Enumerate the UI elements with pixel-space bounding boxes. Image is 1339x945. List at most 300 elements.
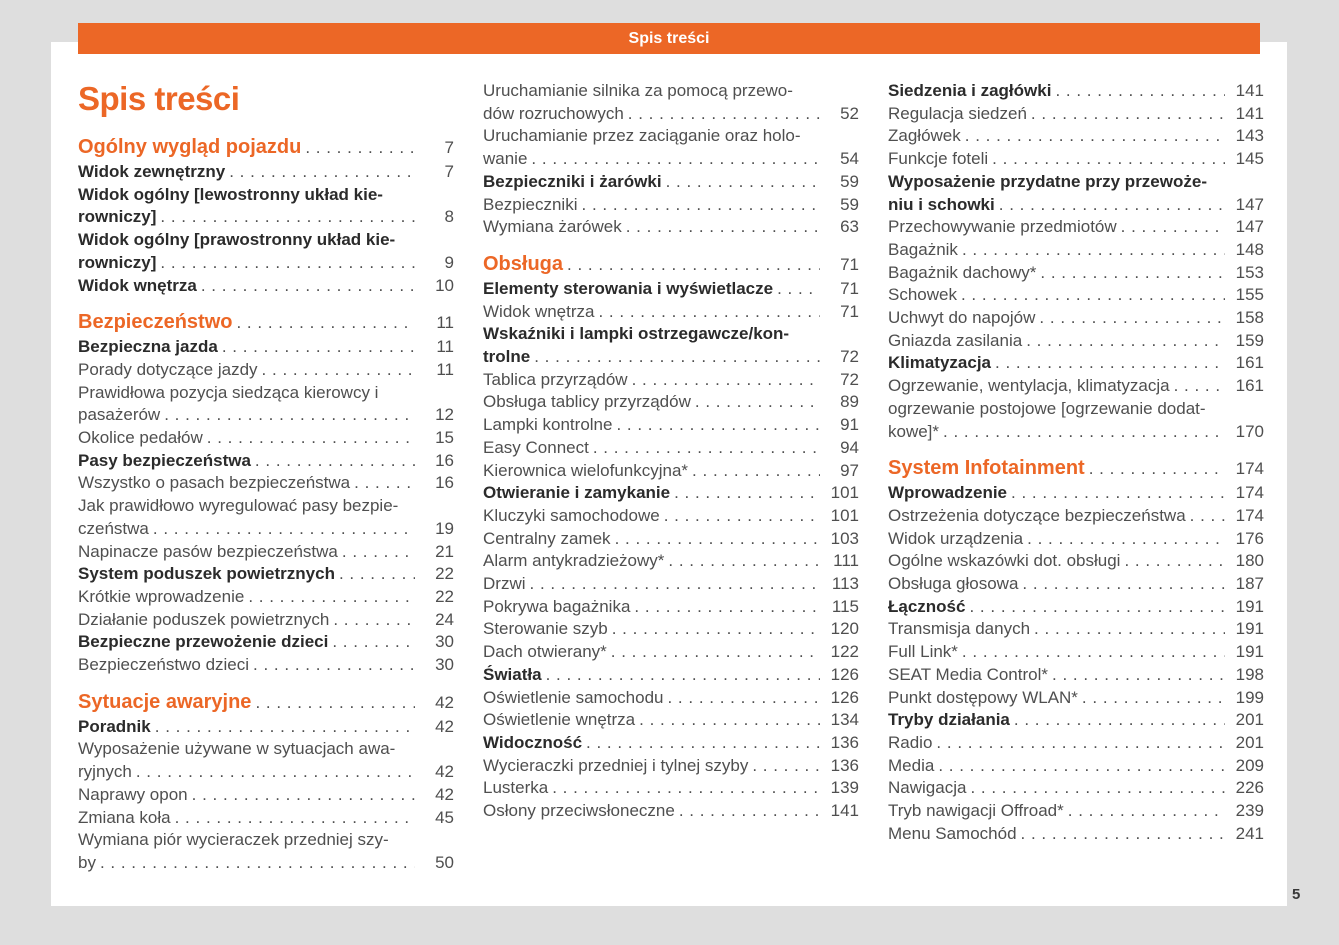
toc-entry-label: SEAT Media Control* — [888, 664, 1048, 684]
toc-entry-page-number: 30 — [435, 632, 454, 652]
toc-entry-label: Sterowanie szyb — [483, 619, 608, 639]
dot-leader — [936, 732, 1225, 755]
toc-entry-label: Bagażnik — [888, 239, 958, 259]
toc-entry-row — [483, 460, 859, 483]
dot-leader — [531, 148, 820, 171]
toc-entry — [888, 216, 1264, 239]
toc-entry — [78, 450, 454, 473]
toc-entry-page-number: 42 — [435, 716, 454, 736]
toc-entry-label: Bezpieczniki i żarówki — [483, 171, 662, 191]
toc-entry-label: Ogólne wskazówki dot. obsługi — [888, 551, 1121, 571]
toc-entry-label: Media — [888, 755, 935, 775]
toc-entry-label: Zmiana koła — [78, 807, 171, 827]
toc-entry-page-number: 42 — [435, 784, 454, 804]
toc-entry-row — [78, 654, 454, 677]
toc-entry — [888, 550, 1264, 573]
dot-leader — [634, 596, 820, 619]
dot-leader — [965, 125, 1225, 148]
toc-entry-page-number: 201 — [1235, 710, 1264, 730]
toc-entry — [888, 823, 1264, 846]
toc-entry-page-number: 7 — [444, 138, 454, 157]
toc-column-3 — [888, 80, 1264, 875]
toc-entry-label: Lampki kontrolne — [483, 415, 613, 435]
dot-leader — [1124, 550, 1225, 573]
toc-entry-page-number: 187 — [1235, 574, 1264, 594]
toc-entry — [78, 359, 454, 382]
dot-leader — [552, 777, 820, 800]
toc-entry — [483, 437, 859, 460]
dot-leader — [1174, 375, 1225, 398]
toc-entry — [78, 689, 454, 716]
toc-entry-page-number: 30 — [435, 655, 454, 675]
dot-leader — [305, 135, 415, 161]
toc-entries-column-3 — [888, 80, 1264, 846]
toc-entry — [483, 664, 859, 687]
toc-entry-label: Ogólny wygląd pojazdu — [78, 136, 302, 158]
toc-entry-row — [483, 103, 859, 126]
toc-entry-row — [888, 641, 1264, 664]
toc-entry — [78, 586, 454, 609]
toc-entry-page-number: 72 — [840, 347, 859, 367]
toc-entry-row — [888, 528, 1264, 551]
toc-entry-row — [78, 807, 454, 830]
toc-entry-page-number: 139 — [830, 778, 859, 798]
dot-leader — [598, 301, 820, 324]
dot-leader — [332, 631, 415, 654]
toc-entry-row — [888, 573, 1264, 596]
toc-entry-row — [78, 716, 454, 739]
toc-entry-page-number: 54 — [840, 149, 859, 169]
toc-entry-page-number: 103 — [830, 528, 859, 548]
toc-entry-row — [483, 800, 859, 823]
toc-entry-page-number: 11 — [436, 337, 454, 357]
toc-entry-label: Poradnik — [78, 716, 151, 736]
toc-entry — [483, 550, 859, 573]
toc-entry-label: Transmisja danych — [888, 619, 1031, 639]
toc-entry-page-number: 153 — [1235, 262, 1264, 282]
toc-entry-label: Osłony przeciwsłoneczne — [483, 801, 675, 821]
toc-entry-page-number: 15 — [435, 428, 454, 448]
dot-leader — [546, 664, 820, 687]
toc-entry — [888, 800, 1264, 823]
toc-entry-row — [483, 641, 859, 664]
toc-entry-label: Kierownica wielofunkcyjna* — [483, 460, 689, 480]
dot-leader — [236, 310, 415, 336]
toc-entry-row — [78, 518, 454, 541]
toc-entry-page-number: 10 — [435, 275, 454, 295]
toc-entry-page-number: 141 — [1235, 81, 1264, 100]
toc-entry-label: Widok zewnętrzny — [78, 162, 226, 181]
toc-entry — [483, 125, 859, 170]
toc-entry-page-number: 201 — [1235, 732, 1264, 752]
toc-entry — [78, 134, 454, 161]
toc-entry-page-number: 89 — [840, 392, 859, 412]
toc-entry — [78, 541, 454, 564]
toc-entry-page-number: 113 — [831, 574, 859, 594]
toc-entry-row — [78, 275, 454, 298]
toc-entry-page-number: 97 — [840, 460, 859, 480]
toc-entry — [483, 171, 859, 194]
toc-entry — [78, 654, 454, 677]
toc-entry-row — [483, 505, 859, 528]
toc-entry — [888, 755, 1264, 778]
dot-leader — [1121, 216, 1225, 239]
toc-entry-line: Wskaźniki i lampki ostrzegawcze/kon- — [483, 324, 790, 344]
toc-entry-page-number: 126 — [830, 664, 859, 684]
toc-entry-line: Wymiana piór wycieraczek przedniej szy- — [78, 830, 389, 850]
dot-leader — [1055, 80, 1225, 103]
toc-entry-page-number: 209 — [1235, 755, 1264, 775]
toc-entry — [888, 777, 1264, 800]
toc-entry-row — [888, 352, 1264, 375]
toc-entry-page-number: 136 — [830, 755, 859, 775]
toc-entry-label: Regulacja siedzeń — [888, 103, 1027, 123]
toc-entry — [888, 709, 1264, 732]
toc-entry-row — [888, 800, 1264, 823]
toc-entry — [483, 251, 859, 278]
toc-entry-row — [483, 171, 859, 194]
toc-entry-row — [483, 732, 859, 755]
toc-entry-row — [888, 596, 1264, 619]
dot-leader — [615, 528, 820, 551]
toc-entry-row — [888, 482, 1264, 505]
toc-entry-page-number: 22 — [435, 564, 454, 584]
toc-entry-page-number: 12 — [435, 405, 454, 425]
toc-entry-page-number: 126 — [830, 687, 859, 707]
toc-entry-row — [888, 732, 1264, 755]
toc-entry — [78, 495, 454, 540]
dot-leader — [938, 755, 1225, 778]
toc-entry-page-number: 72 — [840, 369, 859, 389]
dot-leader — [612, 618, 820, 641]
dot-leader — [100, 852, 415, 875]
toc-entry-label: Bezpieczne przewożenie dzieci — [78, 632, 329, 652]
toc-entry — [888, 125, 1264, 148]
toc-entry — [483, 777, 859, 800]
toc-entry-row — [483, 709, 859, 732]
dot-leader — [674, 482, 820, 505]
toc-entry-label: rowniczy] — [78, 207, 157, 227]
toc-entry — [483, 709, 859, 732]
toc-entry-page-number: 136 — [830, 732, 859, 752]
toc-entry-line: Prawidłowa pozycja siedząca kierowcy i — [78, 382, 379, 402]
toc-entry-label: Ogrzewanie, wentylacja, klimatyzacja — [888, 376, 1170, 396]
dot-leader — [136, 761, 415, 784]
dot-leader — [160, 206, 415, 229]
toc-entry-row — [483, 596, 859, 619]
dot-leader — [995, 352, 1225, 375]
toc-entry — [888, 482, 1264, 505]
toc-entry-page-number: 159 — [1235, 330, 1264, 350]
toc-column-2 — [483, 80, 859, 875]
toc-entry — [78, 229, 454, 274]
toc-entry-label: Bezpieczeństwo dzieci — [78, 655, 250, 675]
toc-entry — [888, 618, 1264, 641]
toc-entry-label: trolne — [483, 347, 531, 367]
toc-entry-page-number: 19 — [435, 518, 454, 538]
toc-entry-page-number: 148 — [1235, 239, 1264, 259]
toc-entry-row — [888, 239, 1264, 262]
toc-entry — [483, 301, 859, 324]
toc-entry-page-number: 191 — [1235, 642, 1264, 662]
toc-entry-page-number: 170 — [1235, 421, 1264, 441]
toc-entry-row — [483, 369, 859, 392]
toc-entry-row — [888, 103, 1264, 126]
toc-entry-page-number: 141 — [1235, 103, 1264, 123]
dot-leader — [1190, 505, 1225, 528]
toc-entry-label: Sytuacje awaryjne — [78, 690, 252, 713]
dot-leader — [530, 573, 821, 596]
toc-entry — [888, 505, 1264, 528]
dot-leader — [1031, 103, 1225, 126]
toc-entry-page-number: 174 — [1235, 483, 1264, 503]
dot-leader — [1068, 800, 1225, 823]
dot-leader — [1039, 307, 1225, 330]
dot-leader — [342, 541, 415, 564]
toc-entry-label: Napinacze pasów bezpieczeństwa — [78, 541, 338, 561]
toc-entry — [483, 528, 859, 551]
toc-entry-row — [888, 505, 1264, 528]
toc-entry-page-number: 180 — [1235, 551, 1264, 571]
dot-leader — [1052, 664, 1225, 687]
toc-entry-label: Siedzenia i zagłówki — [888, 81, 1052, 100]
toc-entry — [888, 664, 1264, 687]
toc-entry-label: dów rozruchowych — [483, 103, 624, 123]
toc-entry-page-number: 16 — [435, 450, 454, 470]
toc-entry-row — [888, 664, 1264, 687]
toc-entry-page-number: 174 — [1235, 459, 1264, 479]
toc-entry-label: Porady dotyczące jazdy — [78, 359, 258, 379]
toc-entry-row — [78, 631, 454, 654]
toc-entry — [78, 382, 454, 427]
toc-entry — [78, 738, 454, 783]
toc-entry-label: Gniazda zasilania — [888, 330, 1023, 350]
toc-entry — [483, 800, 859, 823]
toc-entry-label: System Infotainment — [888, 457, 1085, 480]
toc-entry-label: Easy Connect — [483, 437, 589, 457]
toc-entry-page-number: 226 — [1235, 778, 1264, 798]
toc-entry-page-number: 50 — [435, 852, 454, 872]
toc-entry — [888, 641, 1264, 664]
toc-entry-label: Klimatyzacja — [888, 353, 991, 373]
toc-entry — [78, 309, 454, 336]
toc-entry-label: Wprowadzenie — [888, 483, 1008, 503]
toc-entry-row — [78, 206, 454, 229]
toc-entry-row — [483, 482, 859, 505]
toc-entry-label: kowe]* — [888, 421, 940, 441]
toc-entry — [78, 472, 454, 495]
toc-entry-page-number: 199 — [1235, 687, 1264, 707]
toc-entry-line: Uruchamianie przez zaciąganie oraz holo- — [483, 126, 801, 146]
toc-entry-page-number: 21 — [435, 541, 454, 561]
toc-entry — [888, 171, 1264, 216]
toc-entry — [483, 414, 859, 437]
toc-entry-row — [888, 421, 1264, 444]
toc-entry-page-number: 59 — [840, 194, 859, 214]
dot-leader — [155, 716, 415, 739]
toc-entry — [483, 460, 859, 483]
toc-entry-page-number: 16 — [435, 473, 454, 493]
dot-leader — [582, 194, 821, 217]
toc-entry-row — [483, 278, 859, 301]
dot-leader — [248, 586, 415, 609]
toc-entry — [78, 609, 454, 632]
toc-entries-column-2 — [483, 80, 859, 823]
dot-leader — [1026, 330, 1225, 353]
toc-entry — [888, 352, 1264, 375]
toc-entry-label: by — [78, 852, 96, 872]
toc-entry-page-number: 63 — [840, 217, 859, 237]
toc-entry-row — [888, 330, 1264, 353]
dot-leader — [667, 687, 820, 710]
toc-content — [78, 80, 1264, 875]
toc-entry-row — [483, 528, 859, 551]
toc-entry-page-number: 241 — [1235, 823, 1264, 843]
toc-entry-label: Oświetlenie wnętrza — [483, 710, 636, 730]
toc-entry-row — [78, 161, 454, 184]
dot-leader — [752, 755, 820, 778]
toc-entry-label: Uchwyt do napojów — [888, 308, 1036, 328]
toc-entry-row — [888, 80, 1264, 103]
toc-entry-row — [483, 618, 859, 641]
toc-entry-row — [78, 689, 454, 716]
toc-entry — [78, 275, 454, 298]
toc-entry-label: Wymiana żarówek — [483, 217, 622, 237]
toc-entry-row — [888, 284, 1264, 307]
toc-entry-row — [483, 148, 859, 171]
dot-leader — [1034, 618, 1225, 641]
toc-entry-label: Nawigacja — [888, 778, 967, 798]
toc-entry — [483, 505, 859, 528]
toc-entry-row — [888, 455, 1264, 482]
toc-entry-label: Elementy sterowania i wyświetlacze — [483, 278, 774, 298]
toc-entry-page-number: 191 — [1235, 596, 1264, 616]
toc-entry — [483, 391, 859, 414]
toc-entry-label: Okolice pedałów — [78, 428, 203, 448]
toc-entry-label: Działanie poduszek powietrznych — [78, 609, 330, 629]
toc-entry-page-number: 11 — [436, 359, 454, 379]
toc-entry — [483, 278, 859, 301]
toc-entry — [888, 732, 1264, 755]
toc-entry-page-number: 141 — [830, 801, 859, 821]
toc-entry-label: ryjnych — [78, 762, 132, 782]
dot-leader — [1011, 482, 1225, 505]
toc-entry — [888, 239, 1264, 262]
toc-entry-label: Tablica przyrządów — [483, 369, 628, 389]
toc-entry-label: Pasy bezpieczeństwa — [78, 450, 251, 470]
toc-entry-label: Pokrywa bagażnika — [483, 596, 631, 616]
toc-entry-label: Widoczność — [483, 732, 583, 752]
dot-leader — [567, 252, 820, 278]
dot-leader — [262, 359, 415, 382]
toc-entry — [888, 455, 1264, 482]
toc-entry-row — [888, 687, 1264, 710]
dot-leader — [695, 391, 820, 414]
toc-entry — [483, 369, 859, 392]
toc-entry-label: Wszystko o pasach bezpieczeństwa — [78, 473, 351, 493]
toc-entry-page-number: 9 — [444, 252, 454, 272]
toc-entry-label: czeństwa — [78, 518, 149, 538]
toc-entry — [483, 732, 859, 755]
toc-entry — [78, 563, 454, 586]
page-header-bar — [78, 23, 1260, 54]
toc-entry-row — [483, 194, 859, 217]
toc-entry-label: Full Link* — [888, 642, 958, 662]
toc-entry — [483, 687, 859, 710]
toc-entry-row — [888, 755, 1264, 778]
toc-entry-row — [78, 252, 454, 275]
toc-entry-label: Naprawy opon — [78, 784, 188, 804]
toc-entry-page-number: 94 — [840, 437, 859, 457]
dot-leader — [679, 800, 820, 823]
toc-entry-label: System poduszek powietrznych — [78, 564, 335, 584]
toc-entry-row — [78, 563, 454, 586]
dot-leader — [1027, 528, 1225, 551]
dot-leader — [175, 807, 415, 830]
dot-leader — [1021, 823, 1225, 846]
toc-entry-line: Uruchamianie silnika za pomocą przewo- — [483, 81, 793, 100]
toc-entry-line: Widok ogólny [lewostronny układ kie- — [78, 184, 383, 204]
toc-entry-line: ogrzewanie postojowe [ogrzewanie dodat- — [888, 398, 1206, 418]
toc-entry-row — [78, 309, 454, 336]
toc-entry — [483, 755, 859, 778]
toc-entry-row — [483, 414, 859, 437]
toc-entry-label: Światła — [483, 664, 542, 684]
dot-leader — [668, 550, 820, 573]
dot-leader — [201, 275, 415, 298]
toc-entry-row — [483, 755, 859, 778]
toc-entry-row — [888, 550, 1264, 573]
toc-entry-row — [483, 687, 859, 710]
toc-column-1 — [78, 80, 454, 875]
toc-entry-row — [78, 427, 454, 450]
dot-leader — [192, 784, 415, 807]
dot-leader — [962, 239, 1225, 262]
dot-leader — [153, 518, 415, 541]
toc-entry-label: Ostrzeżenia dotyczące bezpieczeństwa — [888, 505, 1186, 525]
toc-entry-page-number: 158 — [1235, 308, 1264, 328]
toc-entry-label: Drzwi — [483, 574, 526, 594]
toc-entry — [483, 573, 859, 596]
toc-entry — [78, 184, 454, 229]
toc-entry-page-number: 101 — [830, 505, 859, 525]
toc-entry-row — [483, 346, 859, 369]
toc-entry-page-number: 161 — [1235, 353, 1264, 373]
toc-entry-label: Bagażnik dachowy* — [888, 262, 1037, 282]
toc-entry-row — [483, 437, 859, 460]
toc-entry-page-number: 71 — [840, 254, 859, 274]
toc-entry-label: Oświetlenie samochodu — [483, 687, 664, 707]
toc-entry-page-number: 174 — [1235, 505, 1264, 525]
toc-entry — [888, 307, 1264, 330]
toc-entry — [78, 784, 454, 807]
toc-entry-page-number: 71 — [840, 278, 859, 298]
toc-entry-row — [78, 134, 454, 161]
dot-leader — [626, 216, 820, 239]
dot-leader — [777, 278, 820, 301]
toc-entry-label: pasażerów — [78, 405, 161, 425]
toc-entry-page-number: 45 — [435, 807, 454, 827]
toc-entry-label: Obsługa głosowa — [888, 574, 1019, 594]
toc-entry-row — [78, 359, 454, 382]
toc-entry-row — [483, 391, 859, 414]
toc-entry-row — [78, 404, 454, 427]
dot-leader — [207, 427, 415, 450]
dot-leader — [222, 336, 415, 359]
toc-entry-label: Wycieraczki przedniej i tylnej szyby — [483, 755, 749, 775]
toc-entry-row — [78, 450, 454, 473]
dot-leader — [632, 369, 820, 392]
